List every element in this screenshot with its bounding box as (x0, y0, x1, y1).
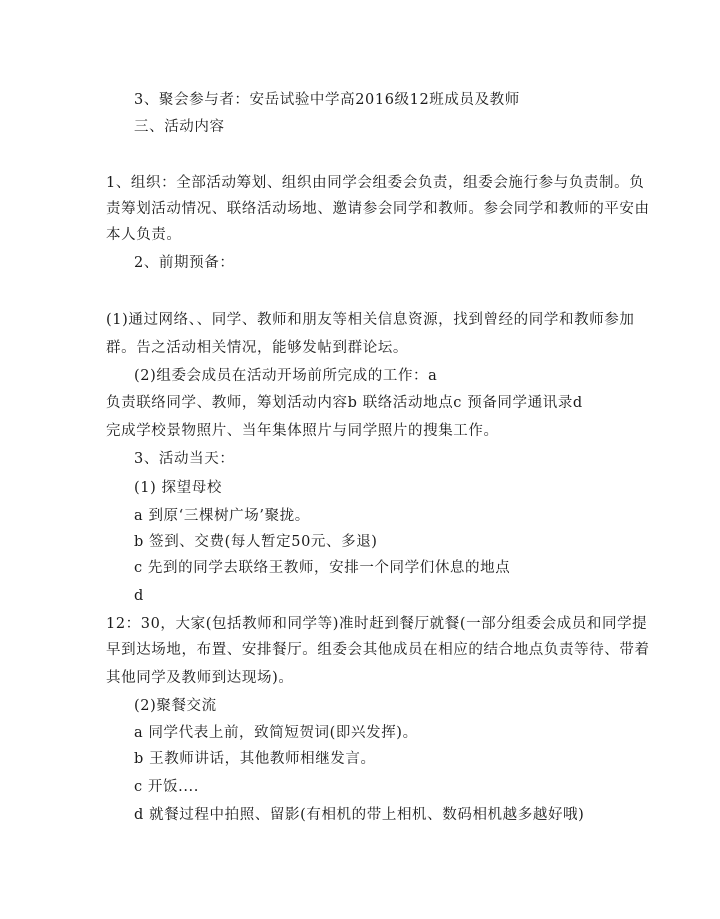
visit-item-b: b 签到、交费(每人暂定50元、多退) (134, 534, 378, 550)
visit-item-a: a 到原‘三棵树广场’聚拢。 (134, 508, 310, 524)
visit-school-heading: (1) 探望母校 (134, 480, 222, 496)
organization-paragraph-line-3: 本人负责。 (106, 227, 182, 243)
organization-paragraph-line-2: 责筹划活动情况、联络活动场地、邀请参会同学和教师。参会同学和教师的平安由 (106, 201, 650, 217)
dinner-paragraph-line-2: 早到达场地，布置、安排餐厅。组委会其他成员在相应的结合地点负责等待、带着 (106, 642, 650, 658)
dinner-exchange-heading: (2)聚餐交流 (134, 698, 217, 714)
dinner-item-a: a 同学代表上前，致简短贺词(即兴发挥)。 (134, 725, 418, 741)
preparation-item-1-line-1: (1)通过网络、、同学、教师和朋友等相关信息资源，找到曾经的同学和教师参加 (106, 312, 635, 328)
preparation-item-2-line-2: 负责联络同学、教师，筹划活动内容b 联络活动地点c 预备同学通讯录d (106, 395, 583, 411)
activity-day-heading: 3、活动当天： (134, 451, 235, 467)
dinner-paragraph-line-1: 12：30，大家(包括教师和同学等)准时赶到餐厅就餐(一部分组委会成员和同学提 (106, 616, 648, 632)
preparation-item-1-line-2: 群。告之活动相关情况，能够发帖到群论坛。 (106, 340, 408, 356)
dinner-paragraph-line-3: 其他同学及教师到达现场)。 (106, 670, 294, 686)
visit-item-d: d (134, 588, 144, 604)
organization-paragraph-line-1: 1、组织：全部活动筹划、组织由同学会组委会负责，组委会施行参与负责制。负 (106, 175, 645, 191)
visit-item-c: c 先到的同学去联络王教师，安排一个同学们休息的地点 (134, 560, 511, 576)
dinner-item-b: b 王教师讲话，其他教师相继发言。 (134, 751, 376, 767)
preparation-item-2-line-3: 完成学校景物照片、当年集体照片与同学照片的搜集工作。 (106, 423, 499, 439)
preparation-heading: 2、前期预备： (134, 255, 235, 271)
participants-line: 3、聚会参与者：安岳试验中学高2016级12班成员及教师 (134, 92, 520, 108)
preparation-item-2-line-1: (2)组委会成员在活动开场前所完成的工作：a (134, 368, 438, 384)
section-heading-activity-content: 三、活动内容 (134, 119, 225, 135)
dinner-item-c: c 开饭.... (134, 779, 199, 795)
dinner-item-d: d 就餐过程中拍照、留影(有相机的带上相机、数码相机越多越好哦) (134, 807, 585, 823)
